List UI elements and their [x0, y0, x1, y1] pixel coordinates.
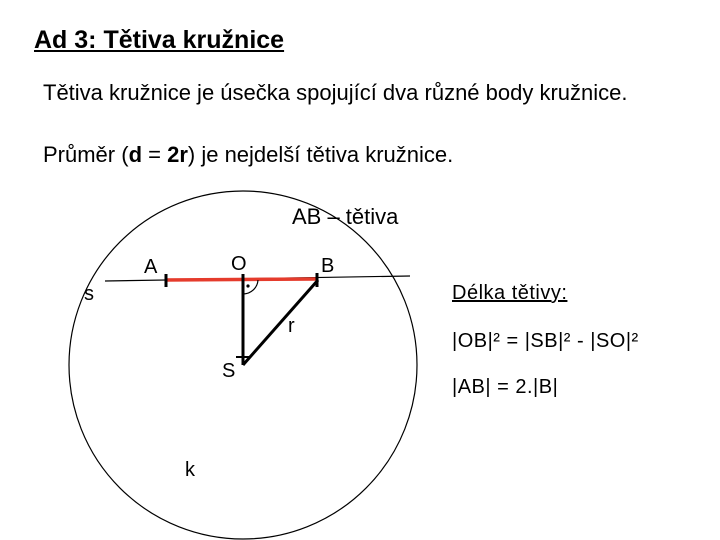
- pythagoras-formula: |OB|² = |SB|² - |SO|²: [452, 330, 639, 352]
- diameter-value: 2r: [167, 142, 188, 167]
- label-r: r: [288, 315, 295, 337]
- label-k: k: [185, 459, 195, 481]
- radius-sb: [243, 280, 318, 365]
- label-a: A: [144, 256, 158, 278]
- right-angle-arc: [243, 280, 258, 294]
- slide-title: Ad 3: Tětiva kružnice: [34, 26, 285, 54]
- diameter-suffix: ) je nejdelší tětiva kružnice.: [187, 142, 454, 167]
- right-angle-dot: [246, 284, 249, 287]
- diameter-prefix: Průměr (: [43, 142, 129, 167]
- label-s-line: s: [84, 283, 94, 305]
- chord-length-heading: Délka tětivy:: [452, 282, 568, 304]
- figure-caption: AB – tětiva: [292, 204, 399, 229]
- label-s-center: S: [222, 360, 236, 382]
- diameter-equals: =: [142, 142, 168, 167]
- label-b: B: [321, 255, 335, 277]
- diameter-symbol: d: [128, 142, 143, 167]
- label-o: O: [231, 253, 247, 275]
- chord-definition: Tětiva kružnice je úsečka spojující dva různé body kružnice.: [43, 80, 628, 105]
- chord-length-formula: |AB| = 2.|B|: [452, 376, 559, 398]
